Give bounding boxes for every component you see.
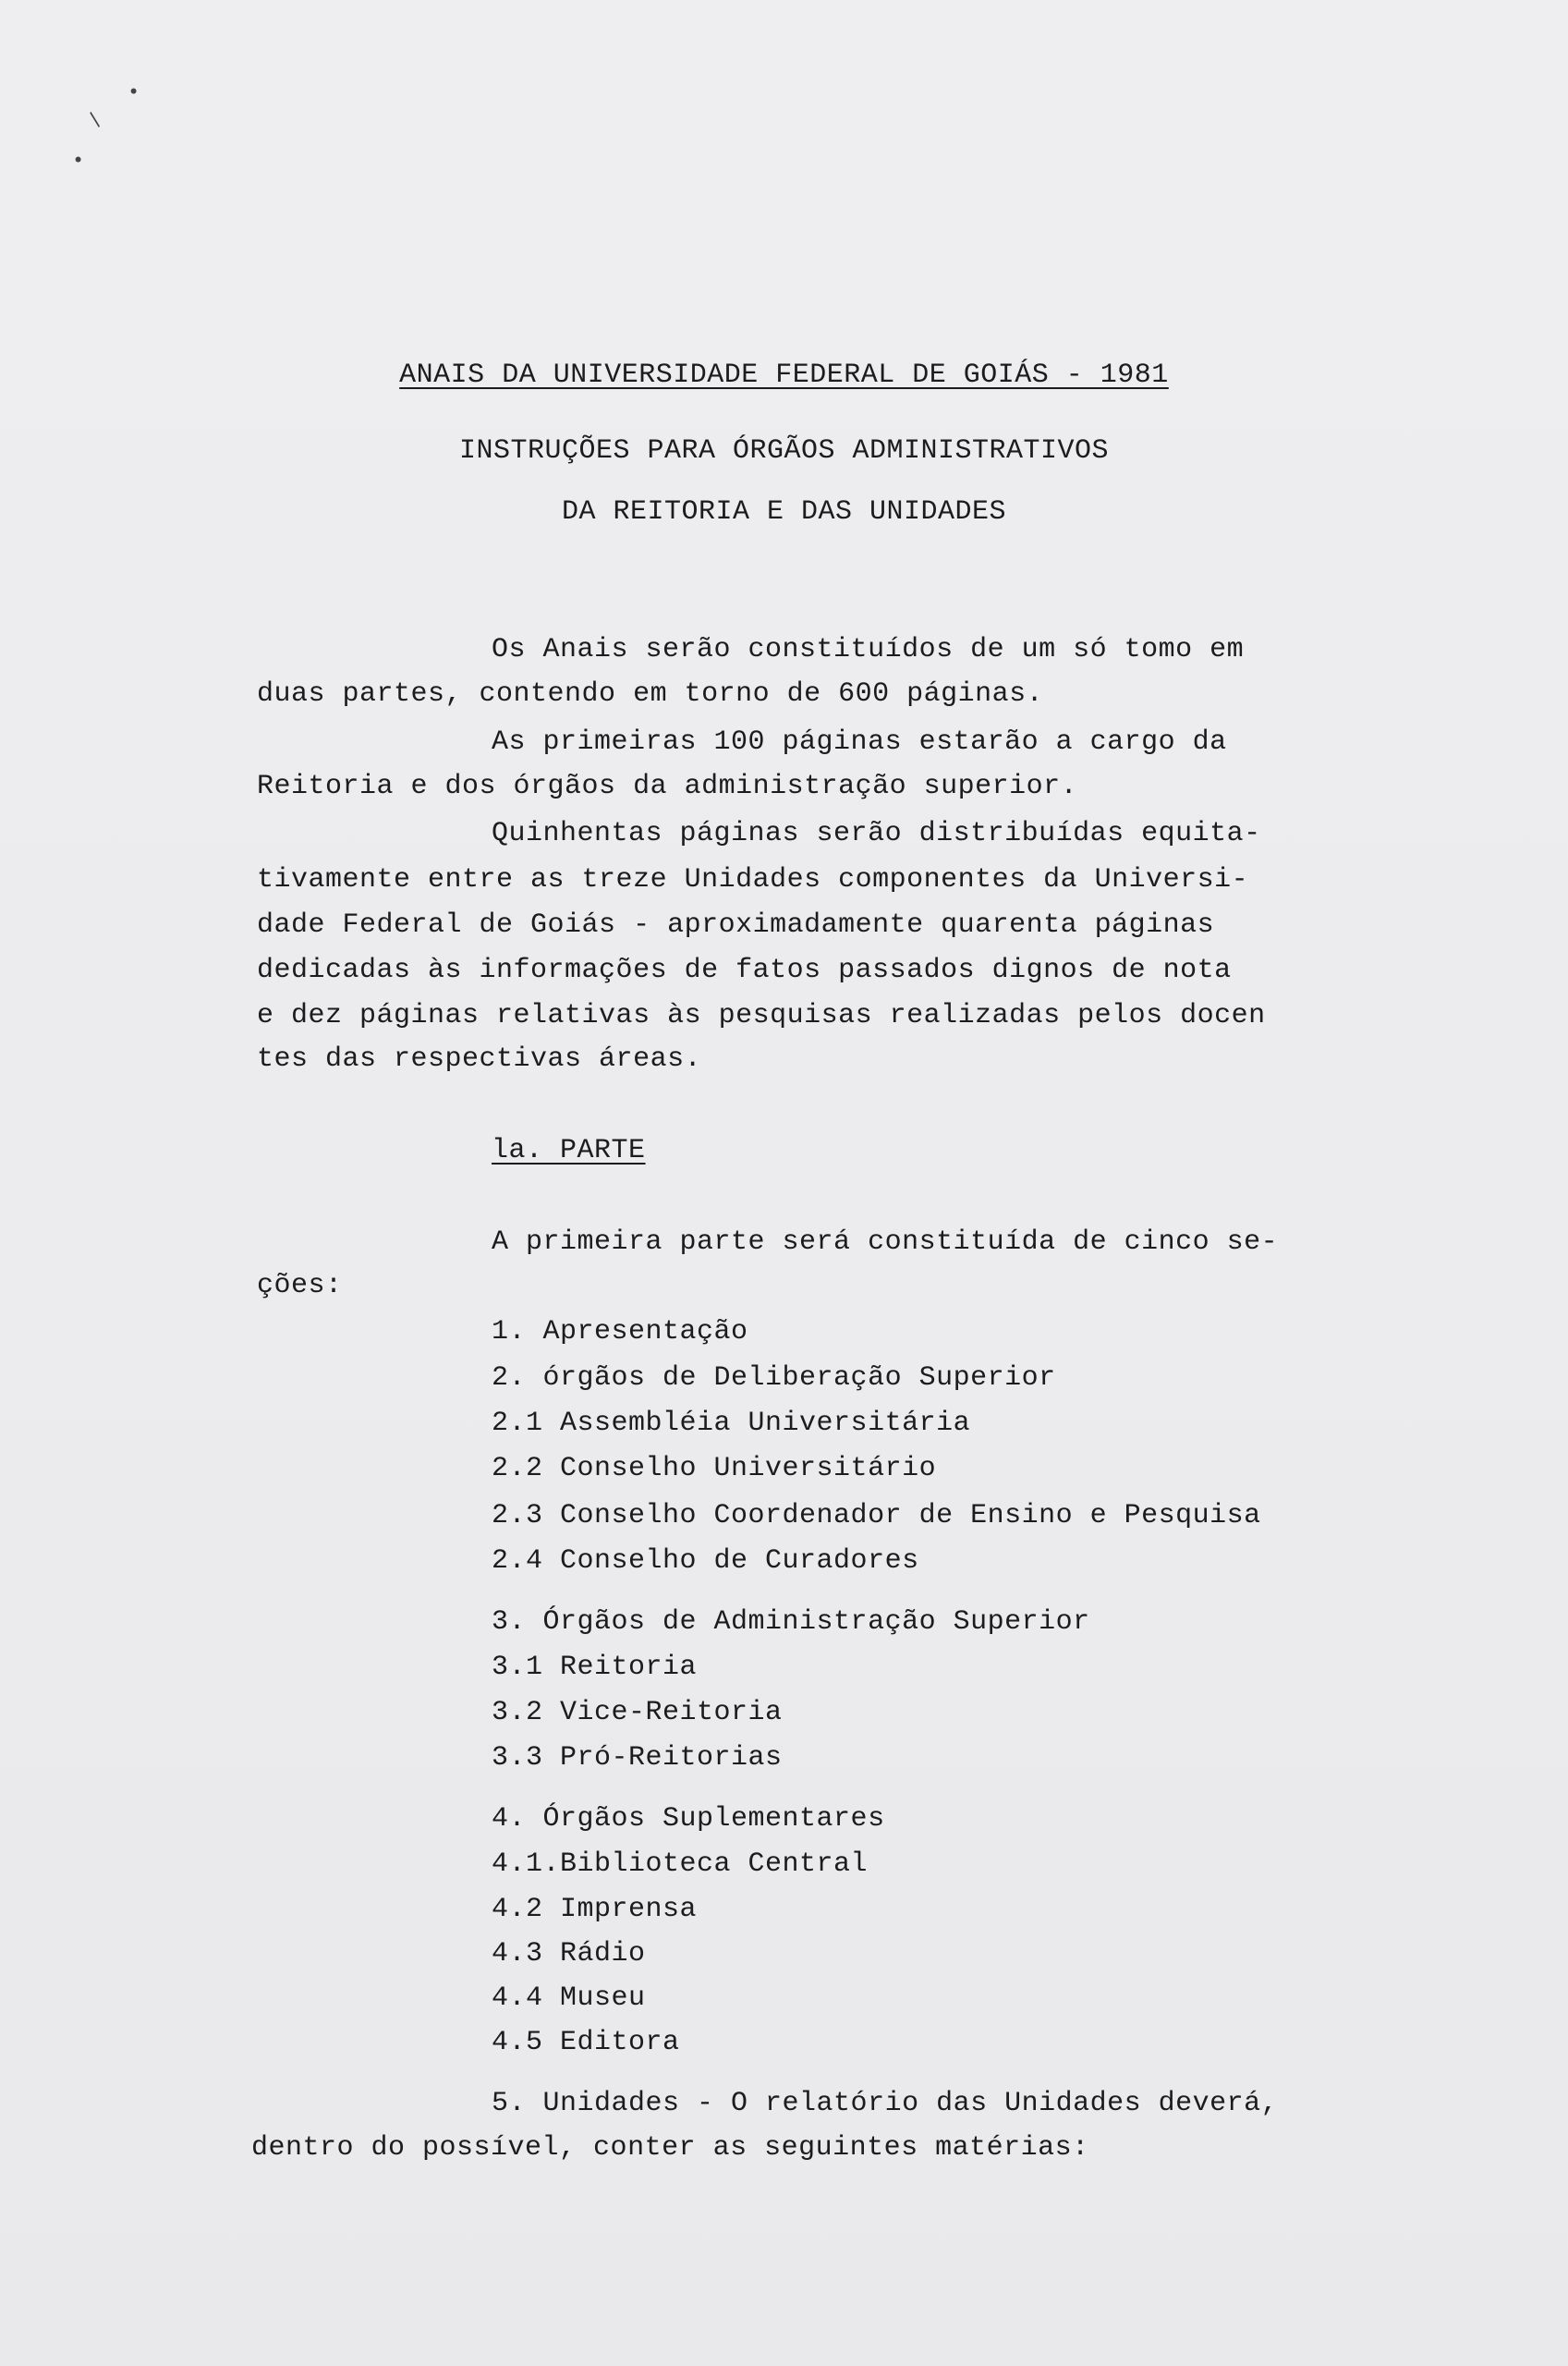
- document-title: ANAIS DA UNIVERSIDADE FEDERAL DE GOIÁS - 1981: [399, 360, 1169, 391]
- paragraph-line: duas partes, contendo em torno de 600 páginas.: [257, 678, 1044, 710]
- list-item: 4.2 Imprensa: [492, 1894, 698, 1925]
- list-item: 3.2 Vice-Reitoria: [492, 1697, 783, 1728]
- paragraph-line: Reitoria e dos órgãos da administração superior.: [257, 771, 1078, 802]
- paragraph-line: Quinhentas páginas serão distribuídas equita-: [492, 818, 1261, 849]
- list-item: 2.1 Assembléia Universitária: [492, 1408, 971, 1439]
- paragraph-line: dade Federal de Goiás - aproximadamente quarenta páginas: [257, 909, 1215, 941]
- section-heading: la. PARTE: [492, 1135, 646, 1166]
- list-item: 3. Órgãos de Administração Superior: [492, 1606, 1090, 1638]
- list-item: 1. Apresentação: [492, 1316, 748, 1348]
- list-item: 4.1.Biblioteca Central: [492, 1848, 869, 1880]
- list-item: 2.3 Conselho Coordenador de Ensino e Pesquisa: [492, 1500, 1261, 1531]
- paragraph-line: dedicadas às informações de fatos passados dignos de nota: [257, 955, 1232, 986]
- list-item: 2.4 Conselho de Curadores: [492, 1545, 919, 1577]
- section-intro: ções:: [257, 1270, 343, 1301]
- list-item: 4.3 Rádio: [492, 1938, 646, 1970]
- list-item: 2. órgãos de Deliberação Superior: [492, 1362, 1056, 1394]
- pen-mark: •: [72, 150, 85, 173]
- paragraph-line: As primeiras 100 páginas estarão a cargo da: [492, 726, 1227, 758]
- list-item: 4. Órgãos Suplementares: [492, 1803, 885, 1835]
- section-intro: A primeira parte será constituída de cinco se-: [492, 1226, 1279, 1258]
- list-item: 3.1 Reitoria: [492, 1652, 698, 1683]
- pen-mark: •: [128, 81, 140, 104]
- paragraph-line: tivamente entre as treze Unidades componentes da Universi-: [257, 864, 1249, 896]
- closing-line: dentro do possível, conter as seguintes matérias:: [251, 2132, 1089, 2164]
- paragraph-line: e dez páginas relativas às pesquisas realizadas pelos docen: [257, 1000, 1266, 1031]
- paragraph-line: Os Anais serão constituídos de um só tomo em: [492, 634, 1245, 665]
- document-subtitle: INSTRUÇÕES PARA ÓRGÃOS ADMINISTRATIVOS: [458, 435, 1110, 467]
- list-item: 2.2 Conselho Universitário: [492, 1453, 937, 1484]
- list-item: 4.4 Museu: [492, 1982, 646, 2014]
- paragraph-line: tes das respectivas áreas.: [257, 1043, 702, 1075]
- document-subtitle: DA REITORIA E DAS UNIDADES: [561, 496, 1007, 528]
- list-item: 3.3 Pró-Reitorias: [492, 1742, 783, 1774]
- pen-mark: /: [83, 109, 110, 132]
- list-item: 4.5 Editora: [492, 2027, 680, 2058]
- closing-line: 5. Unidades - O relatório das Unidades deverá,: [492, 2088, 1279, 2119]
